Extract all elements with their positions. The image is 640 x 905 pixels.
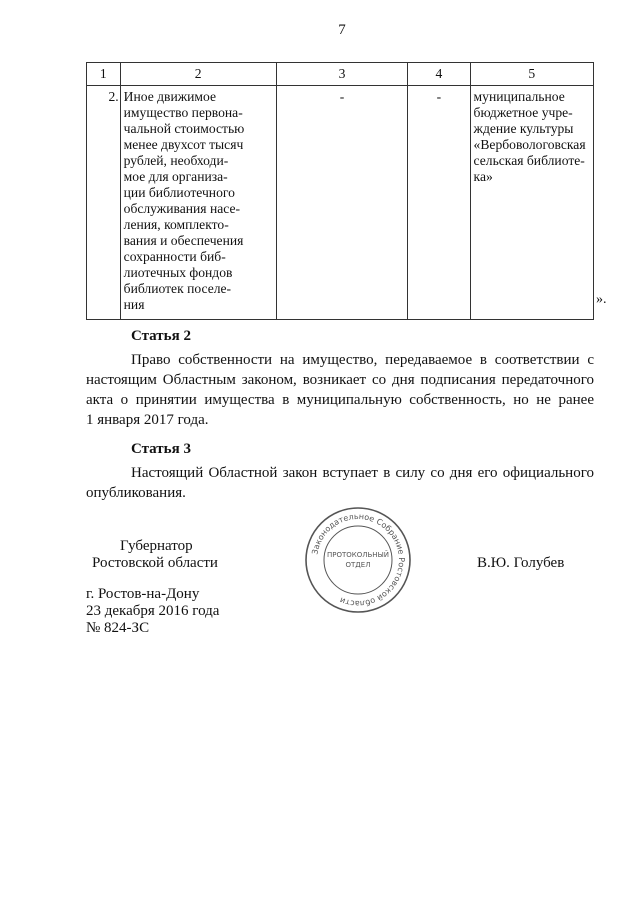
- article-3-heading: Статья 3: [131, 441, 191, 457]
- paragraph-line: опубликования.: [86, 485, 186, 501]
- property-table: [86, 62, 594, 320]
- law-number: № 824-ЗС: [86, 620, 150, 636]
- stamp-ring-text: Законодательное Собрание Ростовской области: [310, 511, 407, 609]
- official-stamp: [303, 505, 413, 615]
- recipient-organization: муниципальное бюджетное учре- ждение культуры «Вербовологовская сельская библиоте- ка»: [470, 86, 593, 320]
- article-3-text: [86, 463, 594, 503]
- article-2-heading: Статья 2: [131, 328, 191, 344]
- row-number: 2.: [87, 86, 121, 320]
- paragraph-line: акта о принятии имущества в муниципальную собственность, но не ранее: [86, 392, 594, 408]
- place-of-signing: г. Ростов-на-Дону: [86, 586, 200, 602]
- stamp-center-line2: ОТДЕЛ: [345, 561, 371, 569]
- table-header-row: [87, 63, 594, 86]
- property-description: Иное движимое имущество первона- чальной стоимостью менее двухсот тысяч рублей, необходи- мое для организа- ции библиотечного обслуживания насе- ления, комплекто- вания и обеспечения сохранности биб- лиотечных фондов библиотек поселе- ния: [120, 86, 276, 320]
- table-header-cell: 2: [120, 63, 276, 86]
- cell-col3: -: [276, 86, 408, 320]
- signing-date: 23 декабря 2016 года: [86, 603, 220, 619]
- table-header-cell: 4: [408, 63, 470, 86]
- table-header-cell: 3: [276, 63, 408, 86]
- table-header-cell: 5: [470, 63, 593, 86]
- paragraph-line: Настоящий Областной закон вступает в силу со дня его официального: [131, 465, 594, 481]
- article-2-text: [86, 350, 594, 430]
- table-header-cell: 1: [87, 63, 121, 86]
- stamp-center-line1: ПРОТОКОЛЬНЫЙ: [326, 551, 390, 559]
- paragraph-line: Право собственности на имущество, передаваемое в соответствии с: [131, 352, 594, 368]
- closing-quote: ».: [596, 292, 607, 307]
- paragraph-line: 1 января 2017 года.: [86, 412, 209, 428]
- signatory-title-line2: Ростовской области: [92, 555, 218, 571]
- table-row: [87, 86, 594, 320]
- paragraph-line: настоящим Областным законом, возникает со дня подписания передаточного: [86, 372, 594, 388]
- signatory-name: В.Ю. Голубев: [477, 555, 565, 571]
- page-number: 7: [338, 22, 346, 38]
- cell-col4: -: [408, 86, 470, 320]
- signatory-title-line1: Губернатор: [120, 538, 193, 554]
